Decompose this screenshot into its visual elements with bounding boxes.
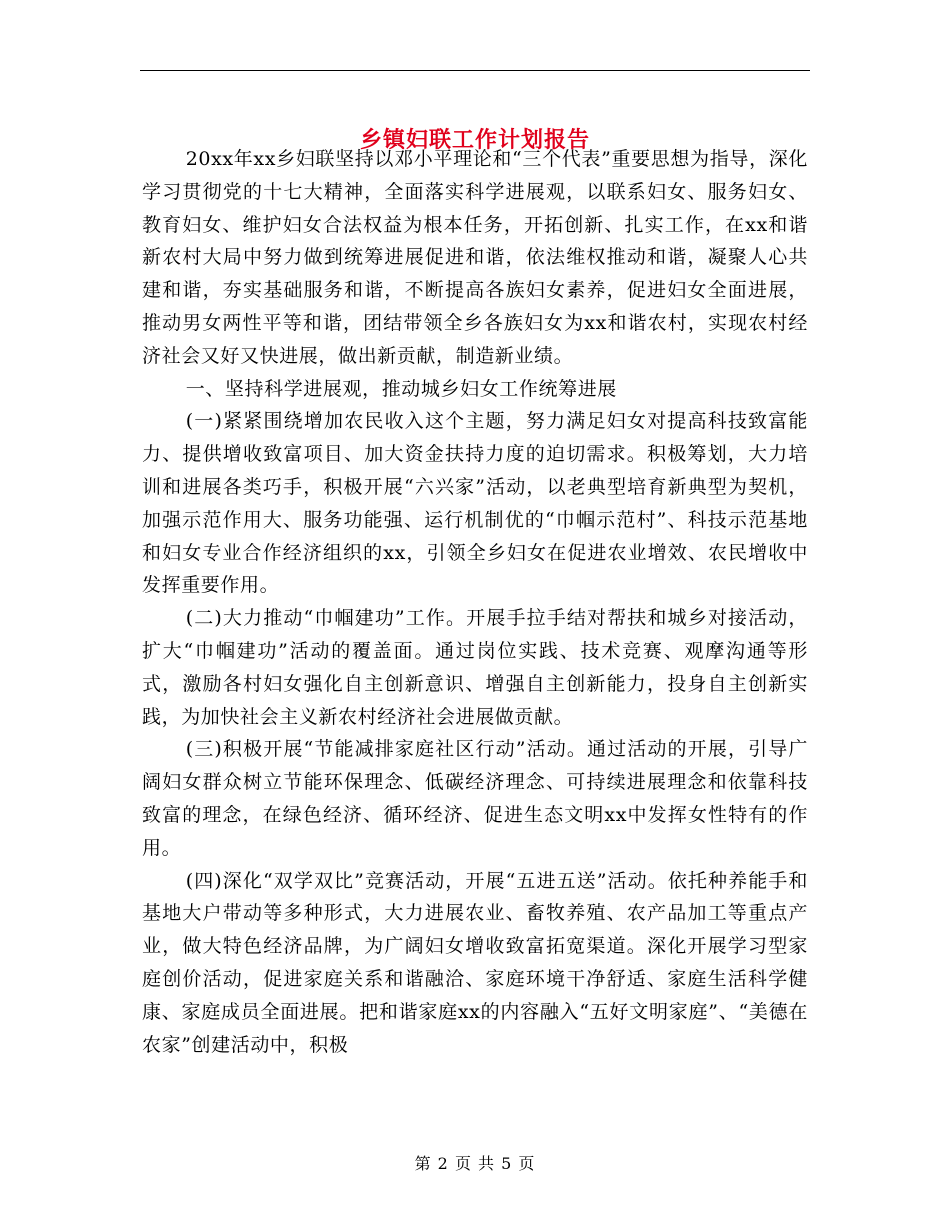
- paragraph-item-2: (二)大力推动“巾帼建功”工作。开展手拉手结对帮扶和城乡对接活动，扩大“巾帼建功”活动的覆盖面。通过岗位实践、技术竞赛、观摩沟通等形式，激励各村妇女强化自主创新意识、增强自主创新能力，投身自主创新实践，为加快社会主义新农村经济社会进展做贡献。: [142, 607, 808, 728]
- paragraph-item-1: (一)紧紧围绕增加农民收入这个主题，努力满足妇女对提高科技致富能力、提供增收致富项目、加大资金扶持力度的迫切需求。积极筹划，大力培训和进展各类巧手，积极开展“六兴家”活动，以老典型培育新典型为契机，加强示范作用大、服务功能强、运行机制优的“巾帼示范村”、科技示范基地和妇女专业合作经济组织的xx，引领全乡妇女在促进农业增效、农民增收中发挥重要作用。: [142, 410, 808, 597]
- section-heading-1: 一、坚持科学进展观，推动城乡妇女工作统筹进展: [185, 377, 617, 400]
- paragraph-item-3: (三)积极开展“节能减排家庭社区行动”活动。通过活动的开展，引导广阔妇女群众树立节能环保理念、低碳经济理念、可持续进展理念和依靠科技致富的理念，在绿色经济、循环经济、促进生态文明xx中发挥女性特有的作用。: [142, 738, 808, 859]
- header-rule: [140, 70, 810, 71]
- page-footer: [0, 1152, 950, 1176]
- page-number-label: 第 2 页 共 5 页: [414, 1154, 536, 1173]
- document-title: 乡镇妇联工作计划报告: [359, 126, 590, 153]
- document-body: [142, 143, 808, 1061]
- paragraph-item-4: (四)深化“双学双比”竞赛活动，开展“五进五送”活动。依托种养能手和基地大户带动等多种形式，大力进展农业、畜牧养殖、农产品加工等重点产业，做大特色经济品牌，为广阔妇女增收致富拓宽渠道。深化开展学习型家庭创价活动，促进家庭关系和谐融洽、家庭环境干净舒适、家庭生活科学健康、家庭成员全面进展。把和谐家庭xx的内容融入“五好文明家庭”、“美德在农家”创建活动中，积极: [142, 869, 808, 1056]
- paragraph-intro: 20xx年xx乡妇联坚持以邓小平理论和“三个代表”重要思想为指导，深化学习贯彻党的十七大精神，全面落实科学进展观，以联系妇女、服务妇女、教育妇女、维护妇女合法权益为根本任务，开拓创新、扎实工作，在xx和谐新农村大局中努力做到统筹进展促进和谐，依法维权推动和谐，凝聚人心共建和谐，夯实基础服务和谐，不断提高各族妇女素养，促进妇女全面进展，推动男女两性平等和谐，团结带领全乡各族妇女为xx和谐农村，实现农村经济社会又好又快进展，做出新贡献，制造新业绩。: [142, 148, 808, 367]
